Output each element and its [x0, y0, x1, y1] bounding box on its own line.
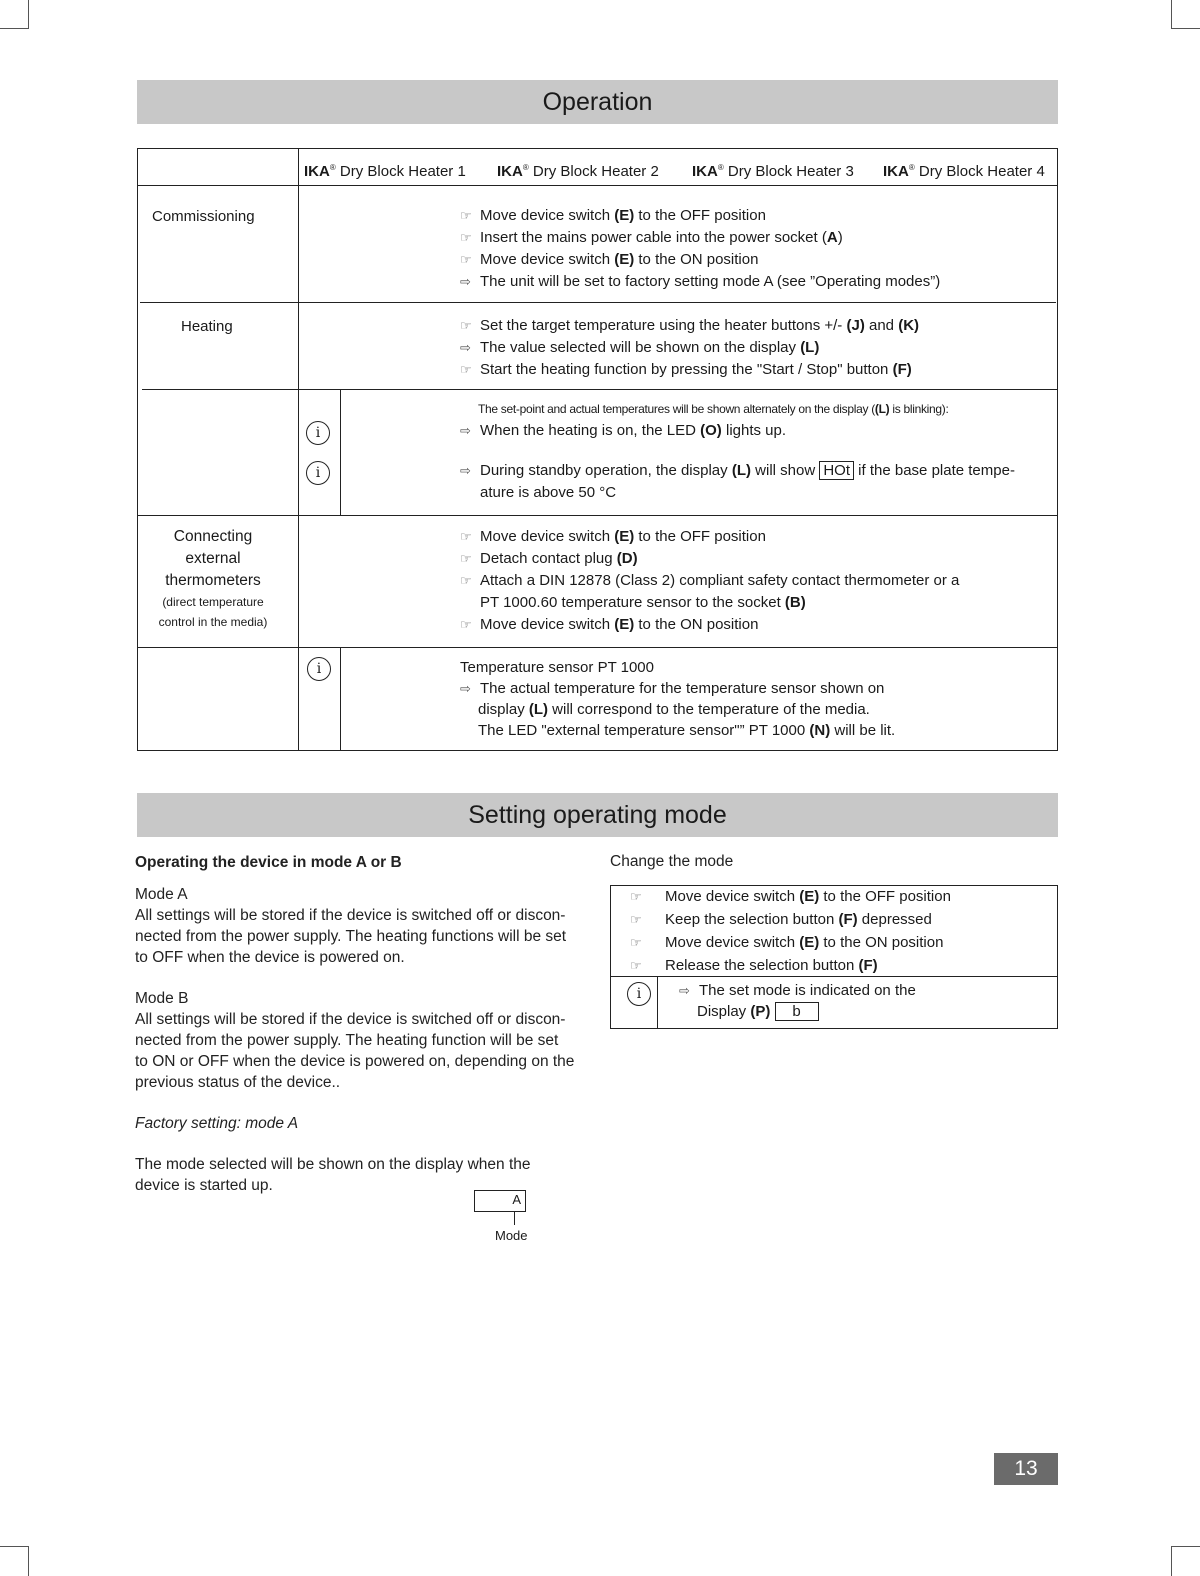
row-label-external-thermometers: Connecting external thermometers (direct temperature control in the media): [138, 526, 288, 632]
hand-pointer-icon: ☞: [630, 889, 642, 904]
info-icon: i: [627, 982, 651, 1006]
page-number: 13: [994, 1453, 1058, 1485]
change-step: ☞ Release the selection button (F): [630, 954, 951, 977]
arrow-right-icon: ⇨: [460, 463, 471, 478]
row-label-heating: Heating: [181, 318, 233, 335]
crop-mark-top-left: [0, 0, 29, 29]
heating-info-led: ⇨ When the heating is on, the LED (O) lights up.: [460, 422, 787, 439]
sensor-info-line: ⇨ The actual temperature for the temperature sensor shown on: [460, 680, 885, 697]
heating-steps: [460, 315, 919, 381]
change-step: ☞ Keep the selection button (F) depressed: [630, 908, 951, 931]
hand-pointer-icon: ☞: [630, 958, 642, 973]
heading-change-mode: Change the mode: [610, 853, 734, 870]
hand-pointer-icon: ☞: [630, 912, 642, 927]
heading-mode-b: Mode B: [135, 990, 189, 1007]
section-title-operation: Operation: [137, 80, 1058, 124]
hand-pointer-icon: ☞: [460, 551, 472, 566]
hand-pointer-icon: ☞: [460, 573, 472, 588]
row-label-commissioning: Commissioning: [152, 208, 255, 225]
change-step: ☞ Move device switch (E) to the ON position: [630, 931, 951, 954]
table-header-heater-1: IKA® Dry Block Heater 1: [304, 163, 466, 180]
hand-pointer-icon: ☞: [460, 208, 472, 223]
section-title-setting-mode: Setting operating mode: [137, 793, 1058, 837]
sensor-info-line: The LED "external temperature sensor"” PT 1000 (N) will be lit.: [478, 722, 896, 739]
hand-pointer-icon: ☞: [460, 318, 472, 333]
crop-mark-bottom-left: [0, 1546, 29, 1576]
info-icon: i: [307, 657, 331, 681]
change-step: ☞ Move device switch (E) to the OFF position: [630, 885, 951, 908]
hand-pointer-icon: ☞: [460, 362, 472, 377]
external-step: ☞ Detach contact plug (D): [460, 548, 959, 570]
heating-info-standby-cont: ature is above 50 °C: [480, 484, 617, 501]
table-header-heater-2: IKA® Dry Block Heater 2: [497, 163, 659, 180]
table-header-heater-4: IKA® Dry Block Heater 4: [883, 163, 1045, 180]
heating-step: ☞ Start the heating function by pressing the "Start / Stop" button (F): [460, 359, 919, 381]
commissioning-step: ☞ Move device switch (E) to the OFF position: [460, 205, 940, 227]
hand-pointer-icon: ☞: [460, 252, 472, 267]
external-step: ☞ Move device switch (E) to the ON position: [460, 614, 959, 636]
mode-b-description: All settings will be stored if the device is switched off or discon- nected from the power supply. The heating function will be set to ON or OFF when the device is powered on, depending on the previous status of the device..: [135, 1011, 575, 1091]
sensor-info: [460, 657, 895, 741]
sensor-info-line: display (L) will correspond to the temperature of the media.: [478, 701, 870, 718]
heating-result: ⇨ The value selected will be shown on the display (L): [460, 337, 919, 359]
crop-mark-top-right: [1171, 0, 1200, 29]
change-info: [679, 980, 916, 1022]
external-steps: [460, 526, 959, 636]
heating-info-standby: ⇨ During standby operation, the display (L) will show HOt if the base plate tempe-: [460, 462, 1015, 479]
row-sublabel-external: (direct temperature control in the media): [158, 595, 268, 629]
arrow-right-icon: ⇨: [460, 274, 471, 289]
display-readout-mode: b: [775, 1002, 819, 1021]
factory-setting-note: Factory setting: mode A: [135, 1115, 299, 1132]
info-icon: i: [306, 461, 330, 485]
table-header-heater-3: IKA® Dry Block Heater 3: [692, 163, 854, 180]
sensor-info-title: Temperature sensor PT 1000: [460, 659, 654, 676]
commissioning-result: ⇨ The unit will be set to factory setting mode A (see ”Operating modes”): [460, 271, 940, 293]
mode-left-column: [135, 852, 590, 1196]
hand-pointer-icon: ☞: [460, 230, 472, 245]
arrow-right-icon: ⇨: [460, 423, 471, 438]
arrow-right-icon: ⇨: [460, 681, 471, 696]
hand-pointer-icon: ☞: [460, 529, 472, 544]
commissioning-steps: [460, 205, 940, 293]
heading-mode-a: Mode A: [135, 886, 188, 903]
heating-info: [460, 399, 1015, 503]
commissioning-step: ☞ Move device switch (E) to the ON position: [460, 249, 940, 271]
hand-pointer-icon: ☞: [630, 935, 642, 950]
heating-step: ☞ Set the target temperature using the heater buttons +/- (J) and (K): [460, 315, 919, 337]
arrow-right-icon: ⇨: [460, 340, 471, 355]
commissioning-step: ☞ Insert the mains power cable into the power socket (A): [460, 227, 940, 249]
change-steps: [630, 885, 951, 977]
display-note: The mode selected will be shown on the display when the device is started up.: [135, 1156, 531, 1194]
heating-info-note: The set-point and actual temperatures will be shown alternately on the display ((L) is blinking):: [478, 402, 949, 416]
arrow-right-icon: ⇨: [679, 983, 690, 998]
hand-pointer-icon: ☞: [460, 617, 472, 632]
external-step-cont: PT 1000.60 temperature sensor to the socket (B): [480, 594, 806, 611]
mode-display-value: A: [512, 1192, 521, 1207]
mode-display-caption: Mode: [495, 1228, 528, 1243]
mode-display-illustration: [474, 1190, 526, 1212]
crop-mark-bottom-right: [1171, 1546, 1200, 1576]
external-step: ☞ Attach a DIN 12878 (Class 2) compliant safety contact thermometer or a: [460, 570, 959, 592]
info-icon: i: [306, 421, 330, 445]
change-info-display: Display (P) b: [679, 1001, 916, 1022]
display-readout-hot: HOt: [819, 461, 854, 480]
change-info-line: ⇨ The set mode is indicated on the: [679, 982, 916, 999]
heading-operating-modes: Operating the device in mode A or B: [135, 854, 402, 871]
external-step: ☞ Move device switch (E) to the OFF position: [460, 526, 959, 548]
mode-a-description: All settings will be stored if the device is switched off or discon- nected from the power supply. The heating functions will be set to OFF when the device is powered on.: [135, 907, 567, 966]
